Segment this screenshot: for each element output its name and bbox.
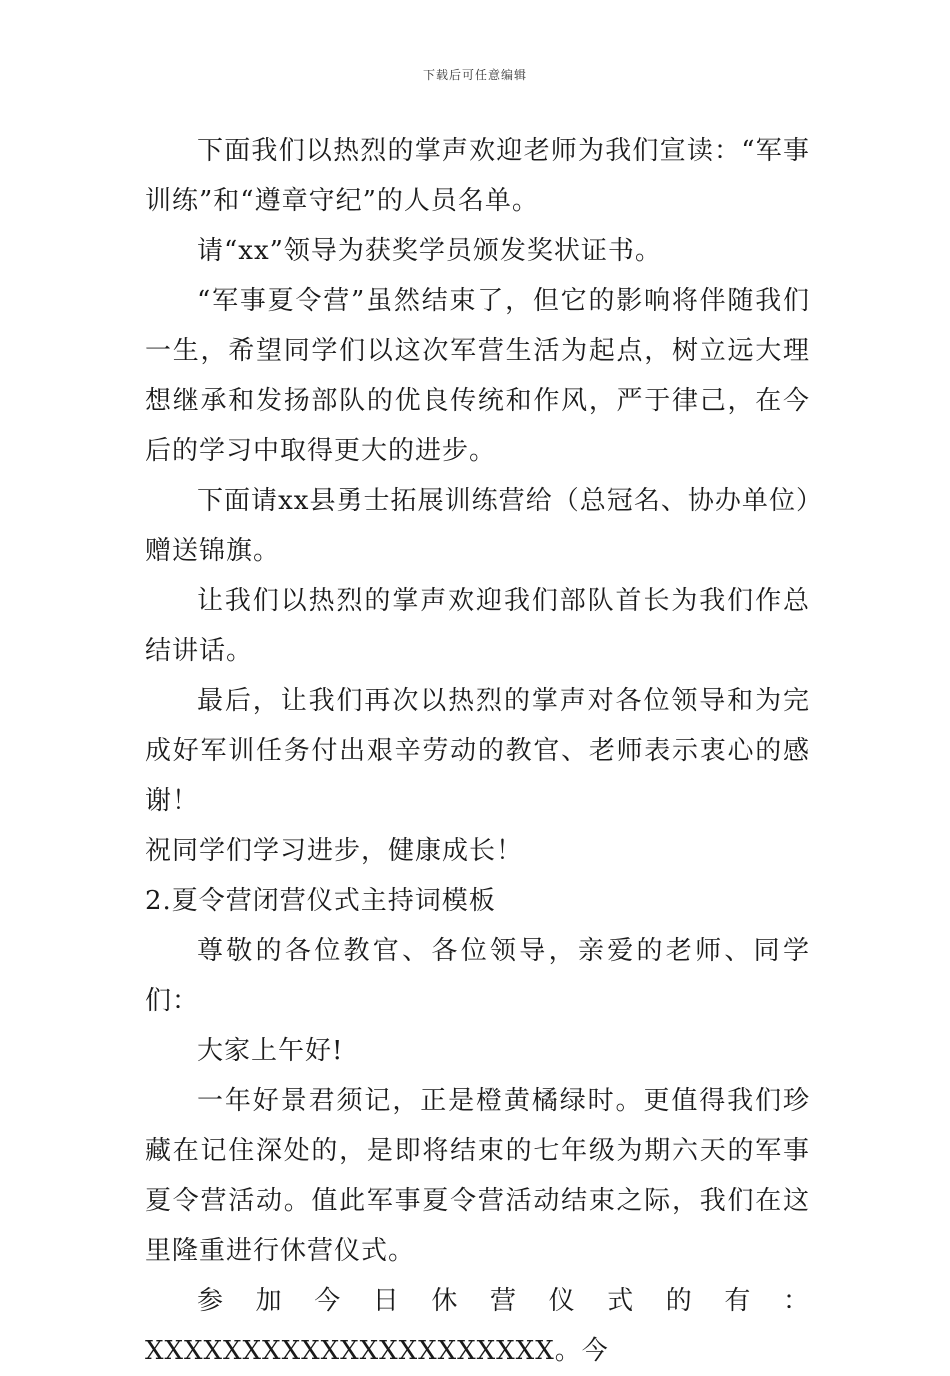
paragraph: 大家上午好! xyxy=(197,1036,344,1066)
paragraph: 下面我们以热烈的掌声欢迎老师为我们宣读：“军事训练”和“遵章守纪”的人员名单。 xyxy=(145,136,810,216)
paragraph: 祝同学们学习进步，健康成长！ xyxy=(145,836,524,866)
header-note: 下载后可任意编辑 xyxy=(422,68,527,82)
paragraph: 最后，让我们再次以热烈的掌声对各位领导和为完成好军训任务付出艰辛劳动的教官、老师表示衷心的感谢！ xyxy=(145,686,810,816)
paragraph: 参加今日休营仪式的有：XXXXXXXXXXXXXXXXXXXXX。今 xyxy=(145,1286,810,1366)
document-body xyxy=(145,126,810,1376)
paragraph: 请“xx”领导为获奖学员颁发奖状证书。 xyxy=(197,236,662,266)
paragraph: 尊敬的各位教官、各位领导，亲爱的老师、同学们： xyxy=(145,936,810,1016)
paragraph: 下面请xx县勇士拓展训练营给（总冠名、协办单位）赠送锦旗。 xyxy=(145,486,810,566)
paragraph: 一年好景君须记，正是橙黄橘绿时。更值得我们珍藏在记住深处的，是即将结束的七年级为期六天的军事夏令营活动。值此军事夏令营活动结束之际，我们在这里隆重进行休营仪式。 xyxy=(145,1086,810,1266)
paragraph: 让我们以热烈的掌声欢迎我们部队首长为我们作总结讲话。 xyxy=(145,586,810,666)
paragraph: “军事夏令营”虽然结束了，但它的影响将伴随我们一生，希望同学们以这次军营生活为起点，树立远大理想继承和发扬部队的优良传统和作风，严于律己，在今后的学习中取得更大的进步。 xyxy=(145,286,810,466)
section-heading: 2.夏令营闭营仪式主持词模板 xyxy=(145,886,496,916)
